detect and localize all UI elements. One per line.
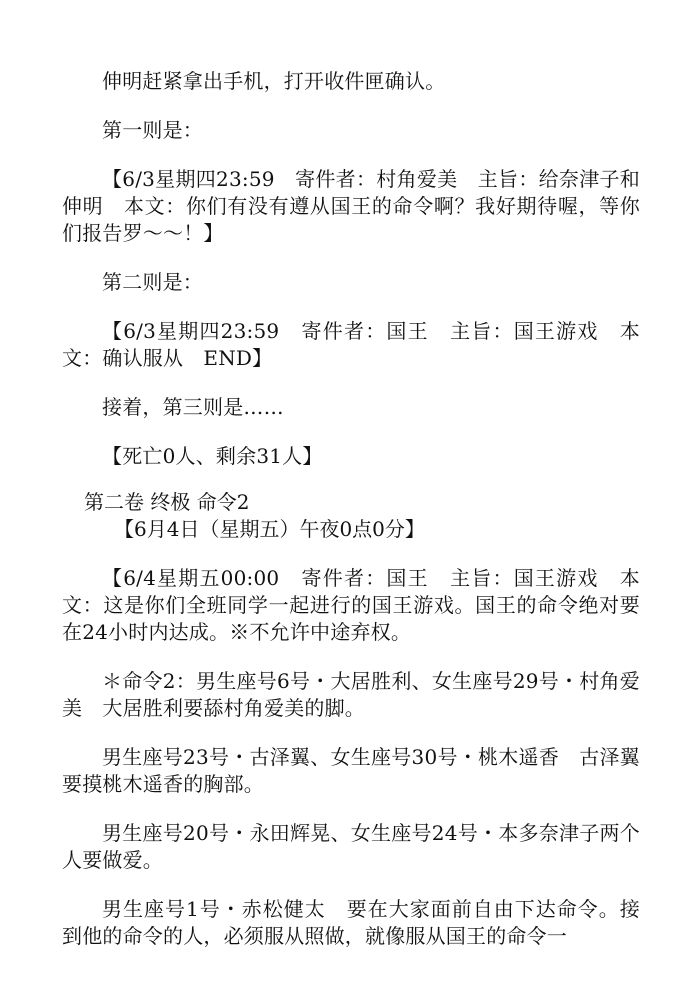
paragraph: 男生座号20号・永田辉晃、女生座号24号・本多奈津子两个人要做爱。 — [62, 821, 640, 872]
paragraph: 第二则是： — [102, 270, 203, 294]
paragraph: 第一则是： — [102, 118, 203, 142]
paragraph: 【6/3星期四23:59 寄件者：国王 主旨：国王游戏 本文：确认服从 END】 — [62, 319, 640, 370]
paragraph: 伸明赶紧拿出手机，打开收件匣确认。 — [102, 69, 446, 93]
paragraph: 男生座号23号・古泽翼、女生座号30号・桃木遥香 古泽翼要摸桃木遥香的胸部。 — [62, 745, 640, 796]
paragraph: 【6/3星期四23:59 寄件者：村角爱美 主旨：给奈津子和伸明 本文：你们有没有遵从国王的命令啊？我好期待喔，等你们报告罗～～！】 — [62, 167, 640, 245]
paragraph: 【死亡0人、剩余31人】 — [102, 444, 323, 468]
paragraph: ＊命令2：男生座号6号・大居胜利、女生座号29号・村角爱美 大居胜利要舔村角爱美的脚。 — [62, 669, 640, 720]
paragraph: 【6/4星期五00:00 寄件者：国王 主旨：国王游戏 本文：这是你们全班同学一起进行的国王游戏。国王的命令绝对要在24小时内达成。※不允许中途弃权。 — [62, 566, 640, 644]
paragraph: 接着，第三则是…… — [102, 395, 284, 419]
chapter-date: 【6月4日（星期五）午夜0点0分】 — [114, 517, 425, 541]
paragraph: 男生座号1号・赤松健太 要在大家面前自由下达命令。接到他的命令的人，必须服从照做，就像服从国王的命令一 — [62, 897, 640, 948]
document-page — [62, 68, 640, 950]
chapter-title: 第二卷 终极 命令2 — [84, 490, 250, 514]
